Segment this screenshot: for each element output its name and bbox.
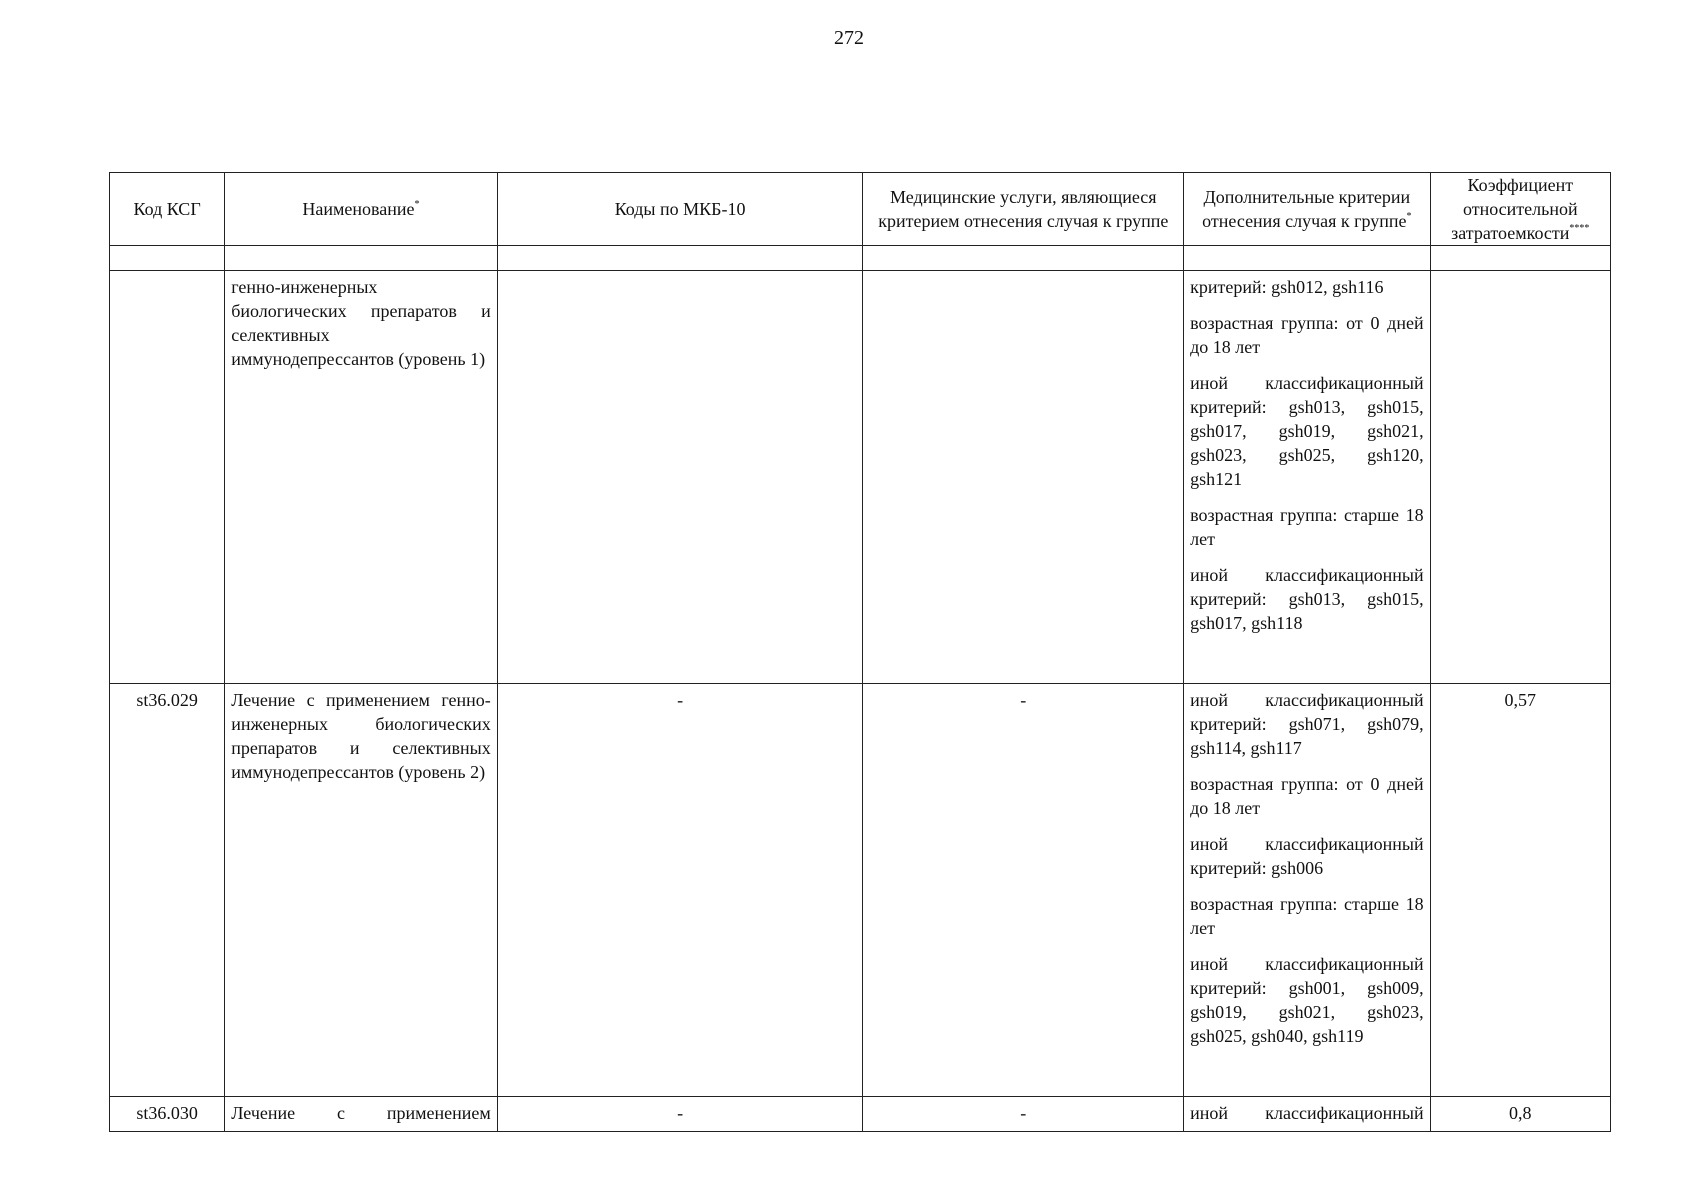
header-name: Наименование* (225, 173, 498, 246)
cell-criteria (1184, 684, 1430, 1097)
criteria-item: критерий: gsh012, gsh116 (1190, 277, 1384, 297)
header-criteria-footnote-mark: * (1406, 211, 1412, 222)
cell-name: Лечение с применением генно-инженерных биологических препаратов и селективных иммунодепрессантов (уровень 2) (225, 684, 498, 1097)
cell-mkb: - (497, 1097, 863, 1132)
cell-coefficient: 0,8 (1430, 1097, 1610, 1132)
criteria-item: иной классификационный критерий: gsh001, gsh009, gsh019, gsh021, gsh023, gsh025, gsh040, gsh119 (1190, 954, 1424, 1046)
header-mkb: Коды по МКБ-10 (497, 173, 863, 246)
cell-code: st36.030 (110, 1097, 225, 1132)
header-coefficient: Коэффициент относительной затратоемкости**** (1430, 173, 1610, 246)
cell-services: - (863, 1097, 1184, 1132)
ksg-table (109, 172, 1611, 1132)
header-coef-footnote-mark: **** (1569, 223, 1590, 234)
table-row (110, 684, 1611, 1097)
cell-services: - (863, 684, 1184, 1097)
cell-coefficient: 0,57 (1430, 684, 1610, 1097)
criteria-item: возрастная группа: старше 18 лет (1190, 505, 1424, 549)
cell-coefficient (1430, 271, 1610, 684)
criteria-item: возрастная группа: от 0 дней до 18 лет (1190, 774, 1424, 818)
cell-services (863, 271, 1184, 684)
cell-criteria (1184, 1097, 1430, 1132)
header-criteria: Дополнительные критерии отнесения случая к группе* (1184, 173, 1430, 246)
criteria-item: иной классификационный критерий: gsh013, gsh015, gsh017, gsh118 (1190, 565, 1424, 633)
criteria-item: иной классификационный критерий: gsh071, gsh079, gsh114, gsh117 (1190, 690, 1424, 758)
criteria-item: иной классификационный критерий: gsh006 (1190, 834, 1424, 878)
header-name-footnote-mark: * (414, 199, 420, 210)
table-row (110, 271, 1611, 684)
criteria-item: иной классификационный критерий: gsh013, gsh015, gsh017, gsh019, gsh021, gsh023, gsh025, gsh120, gsh121 (1190, 373, 1424, 489)
criteria-item: иной классификационный (1190, 1103, 1424, 1123)
header-code: Код КСГ (110, 173, 225, 246)
table-row (110, 1097, 1611, 1132)
page-number: 272 (834, 27, 864, 49)
table-header-row (110, 173, 1611, 246)
criteria-item: возрастная группа: старше 18 лет (1190, 894, 1424, 938)
cell-code: st36.029 (110, 684, 225, 1097)
cell-name: генно-инженерных биологических препаратов и селективных иммунодепрессантов (уровень 1) (225, 271, 498, 684)
header-spacer-row (110, 246, 1611, 271)
cell-mkb (497, 271, 863, 684)
cell-criteria (1184, 271, 1430, 684)
cell-code (110, 271, 225, 684)
header-services: Медицинские услуги, являющиеся критерием отнесения случая к группе (863, 173, 1184, 246)
cell-mkb: - (497, 684, 863, 1097)
cell-name: Лечение с применением (225, 1097, 498, 1132)
criteria-item: возрастная группа: от 0 дней до 18 лет (1190, 313, 1424, 357)
